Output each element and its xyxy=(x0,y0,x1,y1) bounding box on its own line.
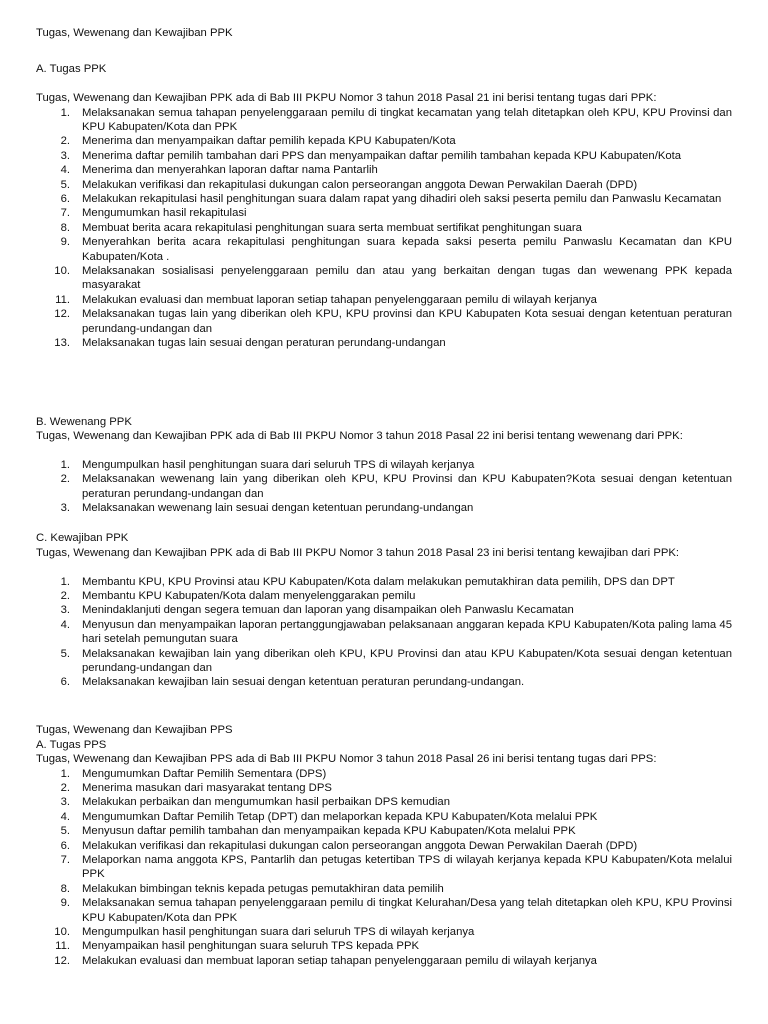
list-item xyxy=(36,575,732,589)
list-item-number: 8. xyxy=(60,221,70,234)
list-item-text: Menyampaikan hasil penghitungan suara seluruh TPS kepada PPK xyxy=(82,940,420,953)
list-item xyxy=(36,221,732,235)
list-item-text: Membuat berita acara rekapitulasi penghitungan suara serta membuat sertifikat penghitungan suara xyxy=(82,221,582,234)
list-item-text: Melakukan verifikasi dan rekapitulasi dukungan calon perseorangan anggota Dewan Perwakilan Daerah (DPD) xyxy=(82,839,638,852)
list-item-text: Melakukan rekapitulasi hasil penghitungan suara dalam rapat yang dihadiri oleh saksi peserta pemilu dan Panwaslu Kecamatan xyxy=(82,192,722,205)
list-item xyxy=(36,293,732,307)
list-item-number: 12. xyxy=(54,308,70,321)
list-item xyxy=(36,336,732,350)
list-item xyxy=(36,781,732,795)
list-item-text: Menerima dan menyerahkan laporan daftar nama Pantarlih xyxy=(82,164,378,177)
list-item-number: 5. xyxy=(60,178,70,191)
list-item xyxy=(36,149,732,163)
list-item-text: Melaksanakan wewenang lain sesuai dengan ketentuan perundang-undangan xyxy=(82,502,474,515)
document-title: Tugas, Wewenang dan Kewajiban PPK xyxy=(36,27,233,39)
list-item-text: Menindaklanjuti dengan segera temuan dan laporan yang disampaikan oleh Panwaslu Kecamatan xyxy=(82,604,574,617)
list-item-number: 8. xyxy=(60,882,70,895)
list-item xyxy=(36,589,732,603)
section-heading-kewajiban-ppk: C. Kewajiban PPK xyxy=(36,532,129,544)
intro-wewenang-ppk: Tugas, Wewenang dan Kewajiban PPK ada di Bab III PKPU Nomor 3 tahun 2018 Pasal 22 ini berisi tentang wewenang dari PPK: xyxy=(36,430,683,442)
intro-tugas-ppk: Tugas, Wewenang dan Kewajiban PPK ada di Bab III PKPU Nomor 3 tahun 2018 Pasal 21 ini berisi tentang tugas dari PPK: xyxy=(36,92,657,104)
list-item xyxy=(36,853,732,882)
list-item-text: Melaksanakan semua tahapan penyelenggaraan pemilu di tingkat kecamatan yang telah ditetapkan oleh KPU, KPU Provinsi dan KPU Kabupaten/Kota dan PPK xyxy=(82,106,732,133)
list-item-text: Melakukan evaluasi dan membuat laporan setiap tahapan penyelenggaraan pemilu di wilayah kerjanya xyxy=(82,954,597,967)
list-item-number: 11. xyxy=(55,940,70,953)
list-item-text: Melakukan bimbingan teknis kepada petugas pemutakhiran data pemilih xyxy=(82,882,444,895)
list-kewajiban-ppk xyxy=(36,575,732,690)
list-item xyxy=(36,939,732,953)
list-item-text: Melakukan verifikasi dan rekapitulasi dukungan calon perseorangan anggota Dewan Perwakilan Daerah (DPD) xyxy=(82,178,638,191)
list-item-text: Melaksanakan kewajiban lain sesuai dengan ketentuan peraturan perundang-undangan. xyxy=(82,676,525,689)
list-item-text: Menyerahkan berita acara rekapitulasi penghitungan suara kepada saksi peserta pemilu Panwaslu Kecamatan dan KPU Kabupaten/Kota . xyxy=(82,236,732,263)
list-item-text: Melaksanakan sosialisasi penyelenggaraan pemilu dan atau yang berkaitan dengan tugas dan wewenang PPK kepada masyarakat xyxy=(82,264,732,292)
section-heading-wewenang-ppk: B. Wewenang PPK xyxy=(36,416,132,428)
list-item xyxy=(36,882,732,896)
intro-tugas-pps: Tugas, Wewenang dan Kewajiban PPS ada di Bab III PKPU Nomor 3 tahun 2018 Pasal 26 ini berisi tentang tugas dari PPS: xyxy=(36,753,657,765)
section-heading-tugas-pps: A. Tugas PPS xyxy=(36,738,107,751)
list-item-text: Menerima daftar pemilih tambahan dari PPS dan menyampaikan daftar pemilih tambahan kepada KPU Kabupaten/Kota xyxy=(82,149,682,162)
list-item-text: Melaporkan nama anggota KPS, Pantarlih dan petugas ketertiban TPS di wilayah kerjanya kepada KPU Kabupaten/Kota melalui PPK xyxy=(82,853,732,881)
list-item-number: 4. xyxy=(60,164,70,177)
list-item-number: 4. xyxy=(60,810,70,823)
list-item-text: Melaksanakan semua tahapan penyelenggaraan pemilu di tingkat Kelurahan/Desa yang telah ditetapkan oleh KPU, KPU Provinsi KPU Kabupaten/Kota dan PPK xyxy=(82,897,732,924)
list-item-number: 10. xyxy=(54,264,70,277)
list-item xyxy=(36,134,732,148)
list-item-number: 3. xyxy=(60,149,70,162)
list-item xyxy=(36,206,732,220)
intro-kewajiban-ppk: Tugas, Wewenang dan Kewajiban PPK ada di Bab III PKPU Nomor 3 tahun 2018 Pasal 23 ini berisi tentang kewajiban dari PPK: xyxy=(36,546,680,559)
list-item-text: Melaksanakan tugas lain sesuai dengan peraturan perundang-undangan xyxy=(82,337,446,349)
list-item xyxy=(36,810,732,824)
list-item-text: Membantu KPU Kabupaten/Kota dalam menyelenggarakan pemilu xyxy=(82,589,416,602)
list-item-number: 9. xyxy=(60,236,70,249)
list-item xyxy=(36,472,732,501)
list-item-text: Melakukan evaluasi dan membuat laporan setiap tahapan penyelenggaraan pemilu di wilayah kerjanya xyxy=(82,293,597,306)
list-item-number: 1. xyxy=(60,106,70,119)
list-item-text: Mengumumkan Daftar Pemilih Sementara (DPS) xyxy=(82,767,327,780)
list-item-text: Mengumumkan Daftar Pemilih Tetap (DPT) dan melaporkan kepada KPU Kabupaten/Kota melalui PPK xyxy=(82,810,598,823)
list-item-number: 12. xyxy=(54,954,70,967)
list-item xyxy=(36,163,732,177)
list-item-number: 1. xyxy=(60,767,70,780)
list-item xyxy=(36,925,732,939)
list-wewenang-ppk xyxy=(36,458,732,516)
list-item-text: Mengumpulkan hasil penghitungan suara dari seluruh TPS di wilayah kerjanya xyxy=(82,925,475,938)
list-item xyxy=(36,896,732,925)
list-item xyxy=(36,767,732,781)
list-item-text: Melakukan perbaikan dan mengumumkan hasil perbaikan DPS kemudian xyxy=(82,796,450,809)
list-item xyxy=(36,458,732,472)
list-item-number: 2. xyxy=(60,781,70,794)
list-item-number: 13. xyxy=(54,337,70,349)
list-item-number: 6. xyxy=(60,676,70,689)
list-item-number: 6. xyxy=(60,192,70,205)
list-tugas-ppk xyxy=(36,106,732,351)
list-item xyxy=(36,603,732,617)
list-item-number: 4. xyxy=(60,618,70,631)
list-item-number: 7. xyxy=(60,853,70,866)
list-item xyxy=(36,178,732,192)
list-item-number: 3. xyxy=(60,604,70,617)
list-item-number: 5. xyxy=(60,647,70,660)
list-item xyxy=(36,647,732,676)
list-item xyxy=(36,264,732,293)
list-item-text: Melaksanakan tugas lain yang diberikan oleh KPU, KPU provinsi dan KPU Kabupaten Kota sesuai dengan ketentuan peraturan perundang-undangan dan xyxy=(82,308,732,335)
list-item-number: 9. xyxy=(60,897,70,910)
list-item xyxy=(36,824,732,838)
list-item-number: 2. xyxy=(60,135,70,148)
list-item xyxy=(36,501,732,515)
list-item-number: 2. xyxy=(60,589,70,602)
list-item-number: 3. xyxy=(60,502,70,515)
list-item-number: 2. xyxy=(60,473,70,486)
list-item-text: Melaksanakan wewenang lain yang diberikan oleh KPU, KPU Provinsi dan KPU Kabupaten?Kota sesuai dengan ketentuan peraturan perundang-undangan dan xyxy=(82,473,732,500)
list-item xyxy=(36,235,732,264)
list-item xyxy=(36,106,732,135)
list-item xyxy=(36,307,732,336)
list-item-number: 6. xyxy=(60,839,70,852)
list-item-text: Melaksanakan kewajiban lain yang diberikan oleh KPU, KPU Provinsi dan atau KPU Kabupaten/Kota sesuai dengan ketentuan perundang-undangan dan xyxy=(82,647,732,674)
list-item-number: 11. xyxy=(55,293,70,306)
list-item xyxy=(36,675,732,689)
list-item xyxy=(36,795,732,809)
pps-title: Tugas, Wewenang dan Kewajiban PPS xyxy=(36,724,233,736)
list-item-number: 7. xyxy=(60,207,70,220)
list-item xyxy=(36,839,732,853)
list-item-number: 1. xyxy=(60,575,70,588)
list-item-number: 10. xyxy=(54,925,70,938)
list-item-text: Menyusun dan menyampaikan laporan pertanggungjawaban pelaksanaan anggaran kepada KPU Kabupaten/Kota paling lama 45 hari setelah pemungutan suara xyxy=(82,618,732,646)
list-item-number: 5. xyxy=(60,825,70,838)
list-item-text: Membantu KPU, KPU Provinsi atau KPU Kabupaten/Kota dalam melakukan pemutakhiran data pemilih, DPS dan DPT xyxy=(82,575,675,588)
list-item xyxy=(36,618,732,647)
list-item-text: Menerima dan menyampaikan daftar pemilih kepada KPU Kabupaten/Kota xyxy=(82,135,456,148)
list-tugas-pps xyxy=(36,767,732,969)
list-item-text: Mengumumkan hasil rekapitulasi xyxy=(82,207,247,220)
section-heading-tugas-ppk: A. Tugas PPK xyxy=(36,63,107,75)
list-item-number: 1. xyxy=(60,459,70,471)
list-item-text: Mengumpulkan hasil penghitungan suara dari seluruh TPS di wilayah kerjanya xyxy=(82,459,475,471)
list-item-number: 3. xyxy=(60,796,70,809)
list-item-text: Menerima masukan dari masyarakat tentang DPS xyxy=(82,781,332,794)
list-item-text: Menyusun daftar pemilih tambahan dan menyampaikan kepada KPU Kabupaten/Kota melalui PPK xyxy=(82,825,576,838)
list-item xyxy=(36,192,732,206)
list-item xyxy=(36,954,732,968)
